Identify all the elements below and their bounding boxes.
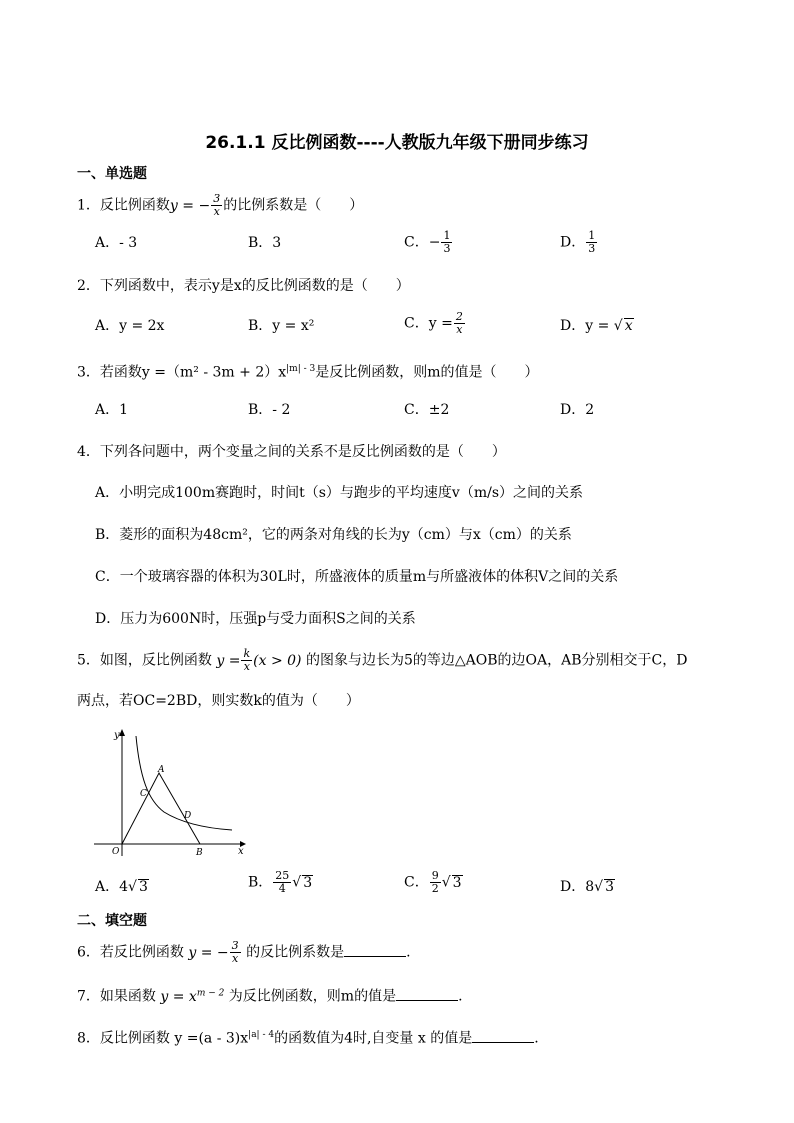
q4-option-d[interactable]: D．压力为600N时，压强p与受力面积S之间的关系 [95, 611, 416, 627]
section-fill-in: 二、填空题 [77, 913, 147, 929]
q1-option-a[interactable]: A．- 3 [95, 235, 138, 251]
q5-figure [92, 728, 252, 860]
label-x: x [238, 846, 244, 857]
q5-option-b[interactable]: B． $\frac{25}{4}$ √ 3 [248, 869, 313, 895]
question-5-line1: 5．如图，反比例函数 y = $\frac{k}{x}$ (x > 0) 的图象与边长为5的等边△AOB的边OA，AB分别相交于C，D [77, 647, 688, 673]
question-5-line2: 两点，若OC=2BD，则实数k的值为（ ） [77, 693, 360, 709]
question-6: 6．若反比例函数 y = − $\frac{3}{x}$ 的反比例系数是 . [77, 939, 411, 965]
label-b: B [196, 848, 203, 858]
question-7: 7．如果函数 $y = x^{m - 2}$ 为反比例函数，则m的值是 . [77, 983, 463, 1007]
label-c: C [140, 789, 147, 799]
label-o: O [112, 847, 120, 857]
q5-option-c[interactable]: C． $\frac{9}{2}$ √ 3 [404, 869, 462, 895]
page-title: 26.1.1 反比例函数----人教版九年级下册同步练习 [205, 133, 589, 153]
q6-answer-blank[interactable] [344, 942, 406, 957]
q3-option-c[interactable]: C．±2 [404, 402, 450, 418]
q8-answer-blank[interactable] [472, 1028, 534, 1043]
label-y: y [114, 730, 120, 741]
question-3: 3．若函数$y =(m^2 - 3m + 2)x^{|m| - 3}$是反比例函数，则m的值是（ ） [77, 364, 539, 381]
q5-option-d[interactable]: D．8√ 3 [560, 879, 614, 895]
question-2: 2．下列函数中，表示y是x的反比例函数的是（ ） [77, 278, 410, 294]
triangle-aob [122, 773, 200, 844]
q4-option-c[interactable]: C．一个玻璃容器的体积为30L时，所盛液体的质量m与所盛液体的体积V之间的关系 [95, 569, 619, 585]
q1-option-c[interactable]: C．− $\frac{1}{3}$ [404, 229, 451, 255]
q3-option-d[interactable]: D．2 [560, 402, 595, 418]
q7-answer-blank[interactable] [396, 986, 458, 1001]
label-a: A [158, 765, 165, 775]
q1-post: 的比例系数是（ ） [223, 197, 364, 214]
q2-option-d[interactable]: D．y = √ x [560, 318, 633, 334]
q2-option-b[interactable]: B．y = x² [248, 318, 315, 334]
q3-option-b[interactable]: B．- 2 [248, 402, 291, 418]
q4-option-b[interactable]: B．菱形的面积为48cm²，它的两条对角线的长为y（cm）与x（cm）的关系 [95, 527, 572, 543]
q5-option-a[interactable]: A．4√ 3 [95, 879, 148, 895]
q2-option-a[interactable]: A．y = 2x [95, 318, 165, 334]
question-1 [77, 193, 363, 218]
q1-option-d[interactable]: D． $\frac{1}{3}$ [560, 229, 596, 255]
q4-option-a[interactable]: A．小明完成100m赛跑时，时间t（s）与跑步的平均速度v（m/s）之间的关系 [95, 485, 584, 501]
label-d: D [184, 811, 192, 821]
q2-option-c[interactable]: C．y = $\frac{2}{x}$ [404, 310, 463, 336]
q1-option-b[interactable]: B．3 [248, 235, 282, 251]
question-4: 4．下列各问题中，两个变量之间的关系不是反比例函数的是（ ） [77, 444, 506, 460]
q3-option-a[interactable]: A．1 [95, 402, 129, 418]
section-single-choice: 一、单选题 [77, 166, 147, 182]
q1-pre: 1．反比例函数 [77, 197, 170, 214]
q1-formula: y = − $\frac{3}{x}$ [169, 192, 221, 218]
question-8: 8．反比例函数 $y =(a - 3)x^{|a| - 4}$的函数值为4时,自变量 x 的值是 . [77, 1025, 539, 1049]
y-axis-arrow [119, 729, 125, 736]
